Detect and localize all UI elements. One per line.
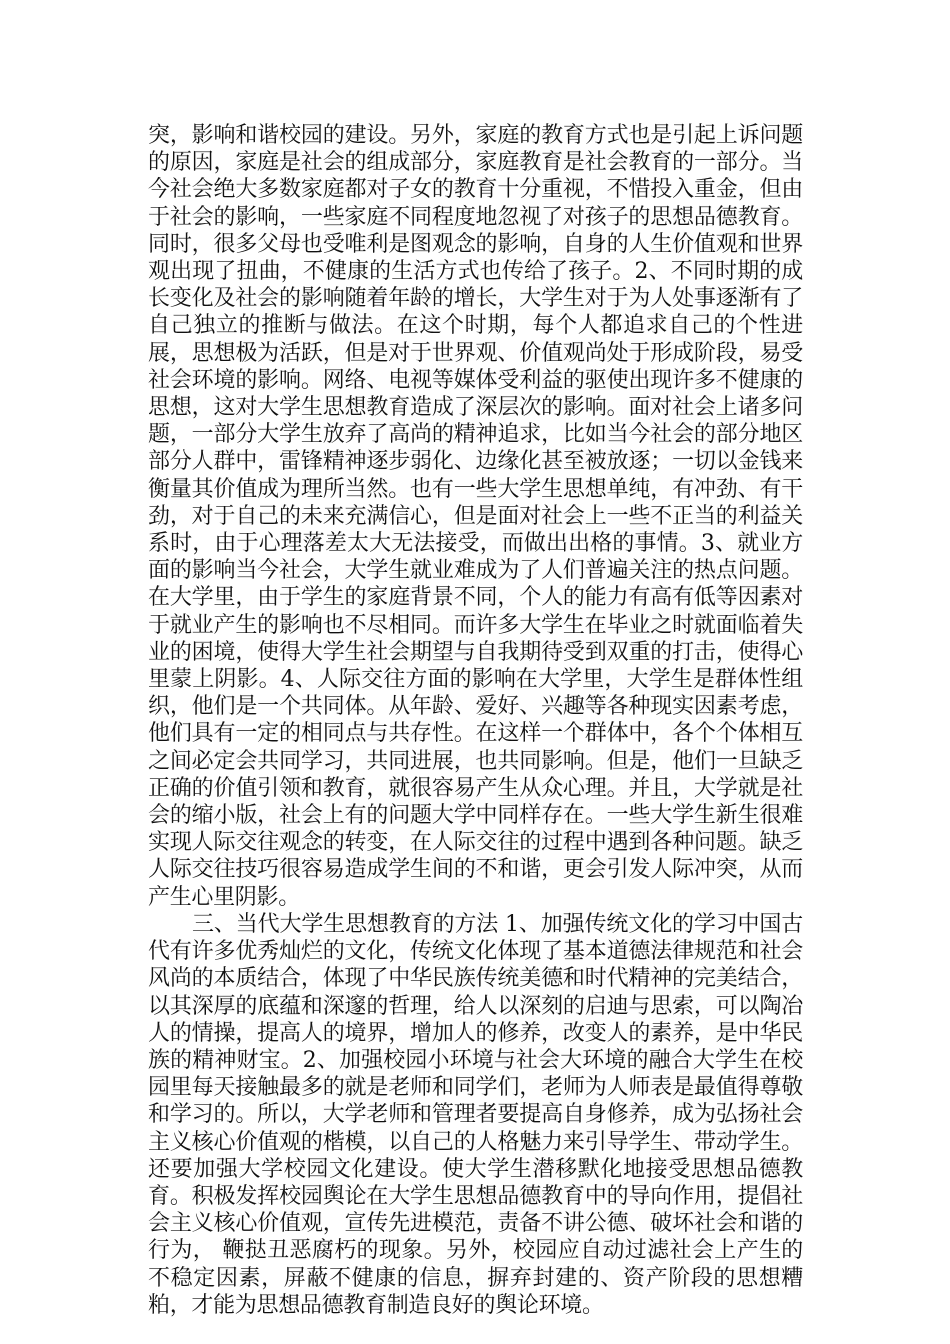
paragraph-1: 突，影响和谐校园的建设。另外，家庭的教育方式也是引起上诉问题的原因，家庭是社会的组成部分，家庭教育是社会教育的一部分。当今社会绝大多数家庭都对子女的教育十分重视，不惜投入重金，但由于社会的影响，一些家庭不同程度地忽视了对孩子的思想品德教育。同时，很多父母也受唯利是图观念的影响，自身的人生价值观和世界观出现了扭曲，不健康的生活方式也传给了孩子。2、不同时期的成长变化及社会的影响随着年龄的增长，大学生对于为人处事逐渐有了自己独立的推断与做法。在这个时期，每个人都追求自己的个性进展，思想极为活跃，但是对于世界观、价值观尚处于形成阶段，易受社会环境的影响。网络、电视等媒体受利益的驱使出现许多不健康的思想，这对大学生思想教育造成了深层次的影响。面对社会上诸多问题，一部分大学生放弃了高尚的精神追求，比如当今社会的部分地区部分人群中，雷锋精神逐步弱化、边缘化甚至被放逐；一切以金钱来衡量其价值成为理所当然。也有一些大学生思想单纯，有冲劲、有干劲，对于自己的未来充满信心，但是面对社会上一些不正当的利益关系时，由于心理落差太大无法接受，而做出出格的事情。3、就业方面的影响当今社会，大学生就业难成为了人们普遍关注的热点问题。在大学里，由于学生的家庭背景不同，个人的能力有高有低等因素对于就业产生的影响也不尽相同。而许多大学生在毕业之时就面临着失业的困境，使得大学生社会期望与自我期待受到双重的打击，使得心里蒙上阴影。4、人际交往方面的影响在大学里，大学生是群体性组织，他们是一个共同体。从年龄、爱好、兴趣等各种现实因素考虑，他们具有一定的相同点与共存性。在这样一个群体中，各个个体相互之间必定会共同学习，共同进展，也共同影响。但是，他们一旦缺乏正确的价值引领和教育，就很容易产生从众心理。并且，大学就是社会的缩小版，社会上有的问题大学中同样存在。一些大学生新生很难实现人际交往观念的转变，在人际交往的过程中遇到各种问题。缺乏人际交往技巧很容易造成学生间的不和谐，更会引发人际冲突，从而产生心里阴影。 [148,123,803,910]
paragraph-2: 三、当代大学生思想教育的方法 1、加强传统文化的学习中国古代有许多优秀灿烂的文化，传统文化体现了基本道德法律规范和社会风尚的本质结合，体现了中华民族传统美德和时代精神的完美结合，以其深厚的底蕴和深邃的哲理，给人以深刻的启迪与思索，可以陶冶人的情操，提高人的境界，增加人的修养，改变人的素养，是中华民族的精神财宝。2、加强校园小环境与社会大环境的融合大学生在校园里每天接触最多的就是老师和同学们，老师为人师表是最值得尊敬和学习的。所以，大学老师和管理者要提高自身修养，成为弘扬社会主义核心价值观的楷模，以自己的人格魅力来引导学生、带动学生。还要加强大学校园文化建设。使大学生潜移默化地接受思想品德教育。积极发挥校园舆论在大学生思想品德教育中的导向作用，提倡社会主义核心价值观，宣传先进模范，责备不讲公德、破坏社会和谐的行为， 鞭挞丑恶腐朽的现象。另外，校园应自动过滤社会上产生的不稳定因素，屏蔽不健康的信息，摒弃封建的、资产阶段的思想糟粕，才能为思想品德教育制造良好的舆论环境。 [148,911,803,1318]
body-text [148,122,803,1319]
